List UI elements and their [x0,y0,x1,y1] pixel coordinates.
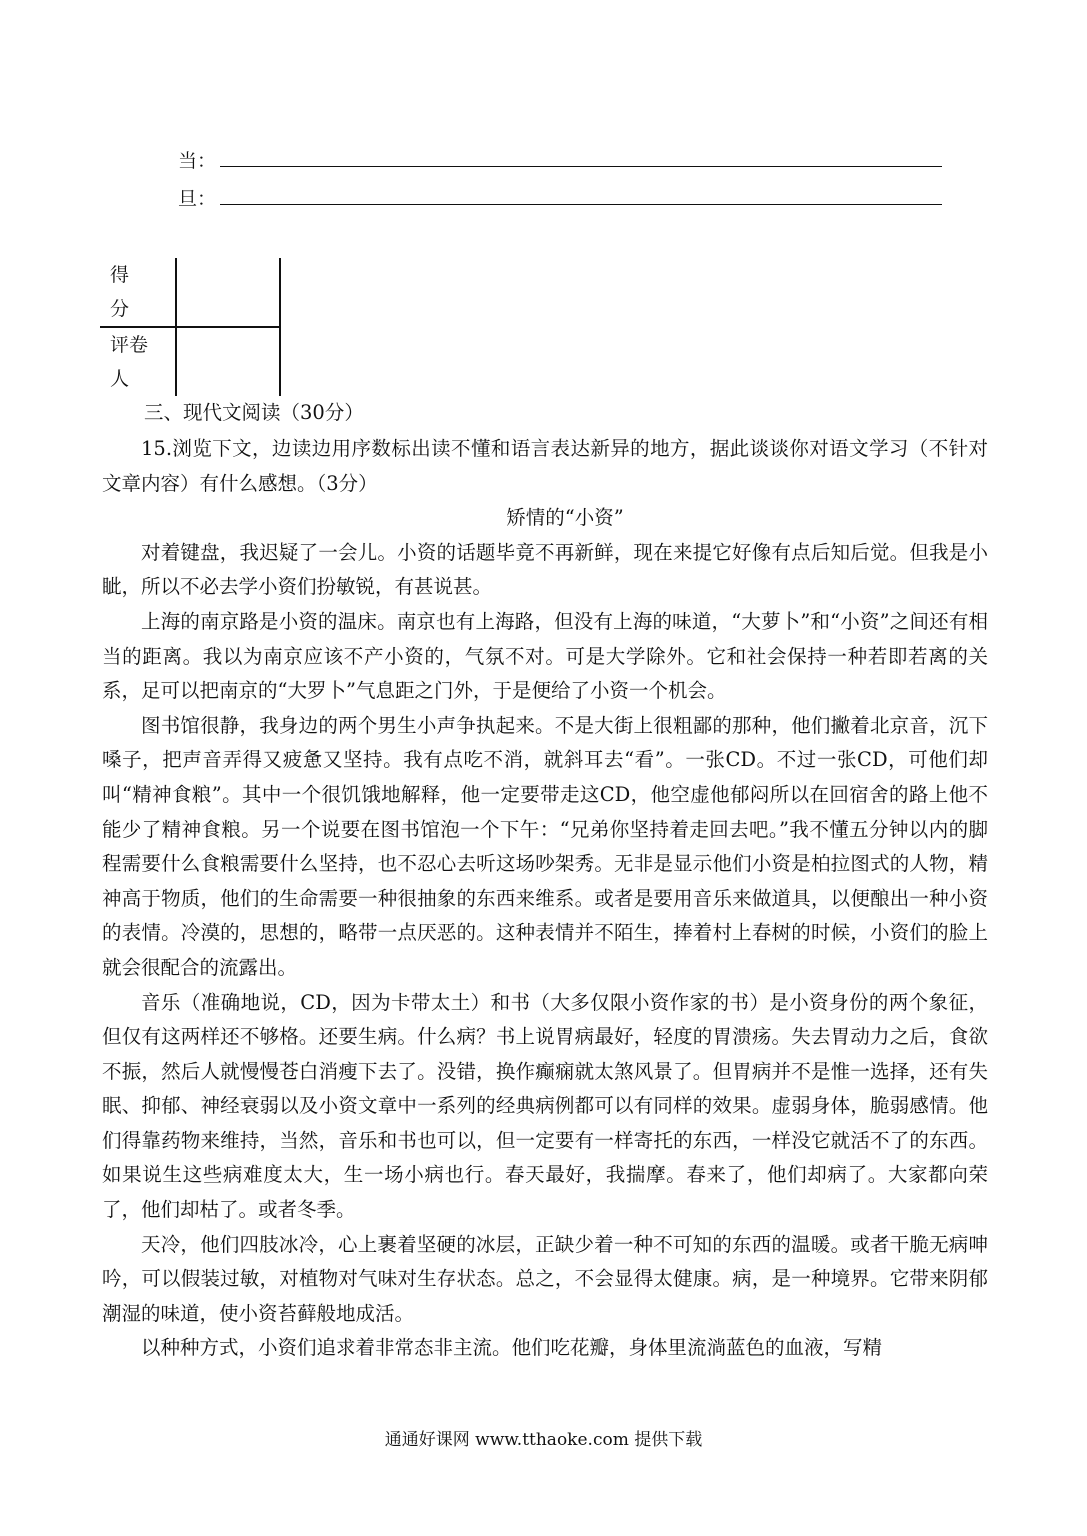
paragraph: 天冷，他们四肢冰冷，心上裹着坚硬的冰层，正缺少着一种不可知的东西的温暖。或者干脆无病呻吟，可以假装过敏，对植物对气味对生存状态。总之，不会显得太健康。病，是一种境界。它带来阴郁潮湿的味道，使小资苔藓般地成活。 [102,1232,988,1325]
article-title: 矫情的“小资” [506,506,624,530]
paragraph: 上海的南京路是小资的温床。南京也有上海路，但没有上海的味道，“大萝卜”和“小资”之间还有相当的距离。我以为南京应该不产小资的，气氛不对。可是大学除外。它和社会保持一种若即若离的关系，足可以把南京的“大罗卜”气息距之门外，于是便给了小资一个机会。 [102,609,988,703]
paragraph: 图书馆很静，我身边的两个男生小声争执起来。不是大街上很粗鄙的那种，他们撇着北京音，沉下嗓子，把声音弄得又疲惫又坚持。我有点吃不消，就斜耳去“看”。一张CD。不过一张CD，可他们却叫“精神食粮”。其中一个很饥饿地解释，他一定要带走这CD，他空虚他郁闷所以在回宿舍的路上他不能少了精神食粮。另一个说要在图书馆泡一个下午：“兄弟你坚持着走回去吧。”我不懂五分钟以内的脚程需要什么食粮需要什么坚持，也不忍心去听这场吵架秀。无非是显示他们小资是柏拉图式的人物，精神高于物质，他们的生命需要一种很抽象的东西来维系。或者是要用音乐来做道具，以便酿出一种小资的表情。冷漠的，思想的，略带一点厌恶的。这种表情并不陌生，捧着村上春树的时候，小资们的脸上就会很配合的流露出。 [102,713,988,979]
grader-cell[interactable] [176,327,280,396]
section-heading: 三、现代文阅读（30分） [144,401,364,424]
paragraph: 以种种方式，小资们追求着非常态非主流。他们吃花瓣，身体里流淌蓝色的血液，写精 [141,1336,883,1360]
fill-label: 当： [178,150,217,172]
fill-row-2 [178,184,218,211]
page-footer: 通通好课网 www.tthaoke.com 提供下载 [384,1430,703,1450]
fill-label: 旦： [178,188,217,210]
reading-body [102,432,988,1366]
answer-line[interactable] [220,165,942,167]
question-text: 15.浏览下文，边读边用序数标出读不懂和语言表达新异的地方，据此谈谈你对语文学习（不针对文章内容）有什么感想。（3分） [102,437,988,495]
score-label: 得 分 [100,258,176,327]
score-cell[interactable] [176,258,280,327]
score-table [100,258,281,396]
answer-line[interactable] [220,203,942,205]
paragraph: 音乐（准确地说，CD，因为卡带太土）和书（大多仅限小资作家的书）是小资身份的两个象征，但仅有这两样还不够格。还要生病。什么病？书上说胃病最好，轻度的胃溃疡。失去胃动力之后，食欲不振，然后人就慢慢苍白消瘦下去了。没错，换作癫痫就太煞风景了。但胃病并不是惟一选择，还有失眠、抑郁、神经衰弱以及小资文章中一系列的经典病例都可以有同样的效果。虚弱身体，脆弱感情。他们得靠药物来维持，当然，音乐和书也可以，但一定要有一样寄托的东西，一样没它就活不了的东西。如果说生这些病难度太大，生一场小病也行。春天最好，我揣摩。春来了，他们却病了。大家都向荣了，他们却枯了。或者冬季。 [102,990,988,1222]
grader-label: 评卷 人 [110,334,149,390]
paragraph: 对着键盘，我迟疑了一会儿。小资的话题毕竟不再新鲜，现在来提它好像有点后知后觉。但我是小眦，所以不必去学小资们扮敏锐，有甚说甚。 [102,540,988,599]
fill-row-1 [178,146,218,173]
